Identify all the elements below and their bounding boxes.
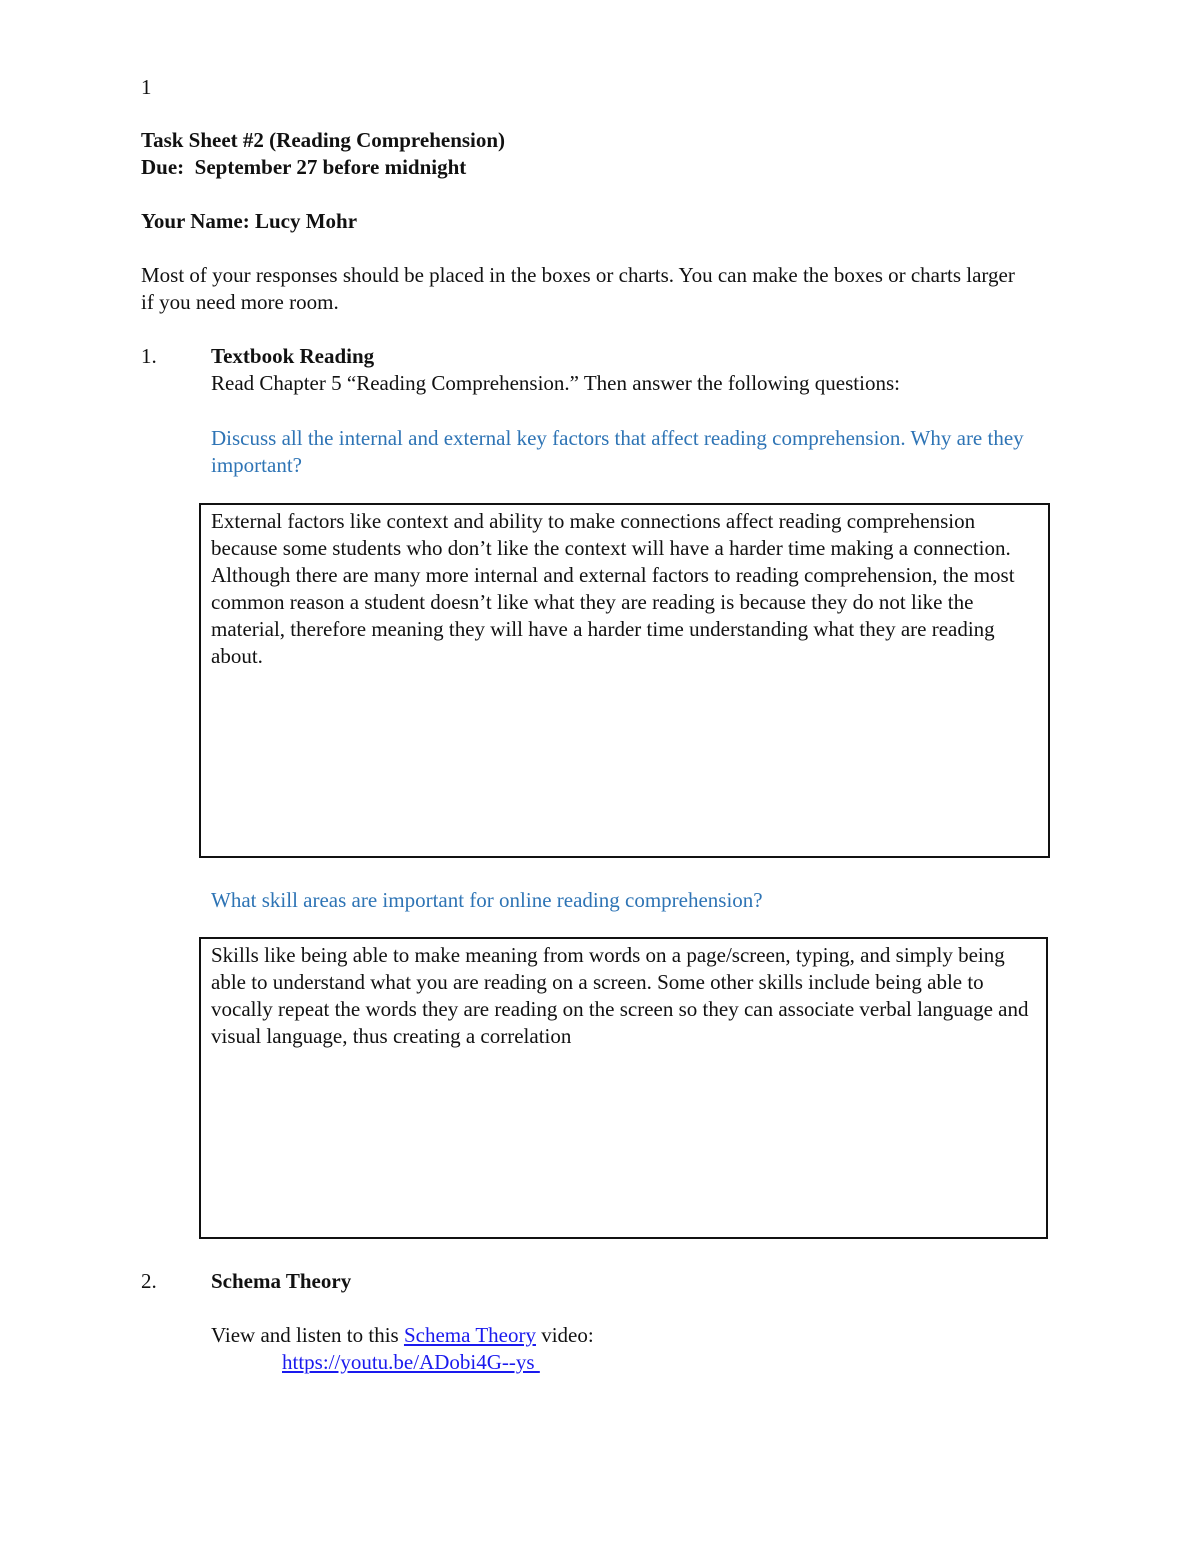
page-number: 1 xyxy=(141,75,152,99)
section2-number: 2. xyxy=(141,1269,157,1293)
question-online-skills: What skill areas are important for online reading comprehension? xyxy=(211,888,763,912)
section1-intro: Read Chapter 5 “Reading Comprehension.” Then answer the following questions: xyxy=(211,371,900,395)
due-date: Due: September 27 before midnight xyxy=(141,155,467,179)
section1-number: 1. xyxy=(141,344,157,368)
video-instruction xyxy=(211,1322,594,1349)
answer-text-factors: External factors like context and ability to make connections affect reading comprehension because some students who don’t like the context will have a harder time making a connection. Although there are many more internal and external factors to reading comprehension, the most common reason a student doesn’t like what they are reading is because they do not like the material, therefore meaning they will have a harder time understanding what they are reading about. xyxy=(211,509,1015,668)
schema-theory-link[interactable]: Schema Theory xyxy=(403,1323,536,1347)
name-label: Your Name: xyxy=(141,209,255,233)
name-value: Lucy Mohr xyxy=(254,209,358,233)
video-url-link[interactable]: https://youtu.be/ADobi4G--ys xyxy=(282,1350,540,1374)
video-suffix: video: xyxy=(535,1323,594,1347)
instructions: Most of your responses should be placed in the boxes or charts. You can make the boxes or charts larger if you need more room. xyxy=(141,263,1015,314)
section2-heading: Schema Theory xyxy=(211,1269,352,1293)
task-title: Task Sheet #2 (Reading Comprehension) xyxy=(141,128,506,152)
section1-heading: Textbook Reading xyxy=(211,344,375,368)
question-factors: Discuss all the internal and external key factors that affect reading comprehension. Why are they important? xyxy=(211,426,1024,477)
student-name xyxy=(141,208,357,235)
answer-box-online-skills[interactable] xyxy=(199,937,1048,1239)
video-prefix: View and listen to this xyxy=(211,1323,404,1347)
answer-box-factors[interactable] xyxy=(199,503,1050,858)
answer-text-online-skills: Skills like being able to make meaning from words on a page/screen, typing, and simply being able to understand what you are reading on a screen. Some other skills include being able to vocally repeat the words they are reading on the screen so they can associate verbal language and visual language, thus creating a correlation xyxy=(211,943,1029,1048)
